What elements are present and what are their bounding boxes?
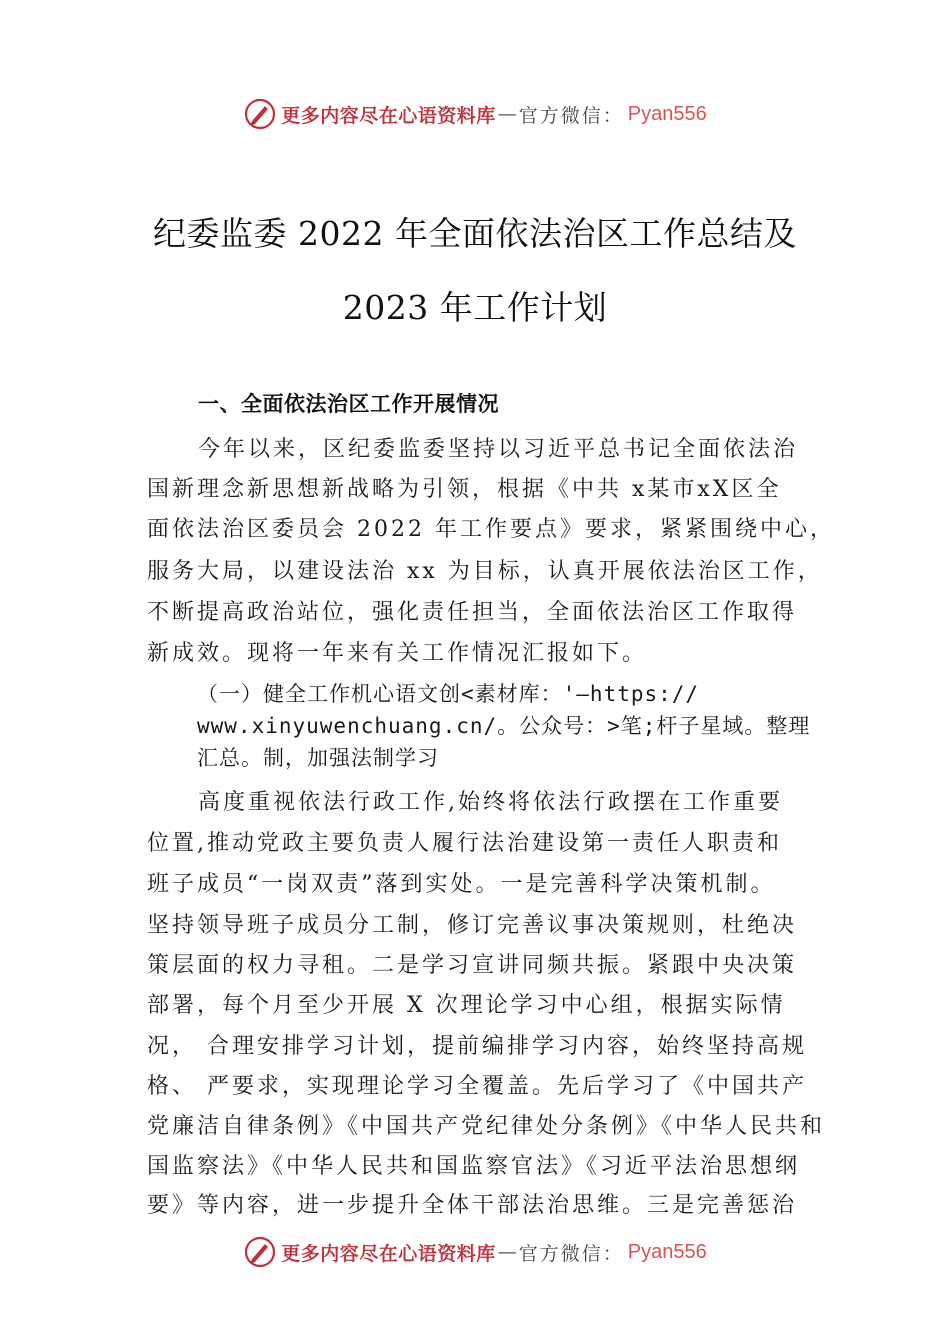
text-line: 格、 严要求，实现理论学习全覆盖。先后学习了《中国共产	[147, 1074, 807, 1099]
pen-logo-icon	[243, 1235, 277, 1269]
watermark-banner-top	[0, 94, 950, 134]
banner-site-text: 更多内容尽在心语资料库	[281, 104, 496, 127]
text-line: 况， 合理安排学习计划，提前编排学习内容，始终坚持高规	[147, 1034, 807, 1059]
text-line: 班子成员“一岗双责”落到实处。一是完善科学决策机制。	[147, 872, 776, 897]
text-line: 面依法治区委员会 2022 年工作要点》要求，紧紧围绕中心，	[147, 517, 835, 542]
document-title-line-1: 纪委监委 2022 年全面依法治区工作总结及	[153, 214, 797, 253]
banner-separator: —	[497, 1241, 517, 1263]
text-line: 位置,推动党政主要负责人履行法治建设第一责任人职责和	[147, 831, 782, 856]
text-line: 国监察法》《中华人民共和国监察官法》《习近平法治思想纲	[147, 1154, 801, 1179]
banner-wechat-label: 官方微信：	[518, 104, 624, 127]
text-line: 策层面的权力寻租。二是学习宣讲同频共振。紧跟中央决策	[147, 953, 798, 978]
subheading-line: （一）健全工作机心语文创<素材库：'—https://	[197, 682, 700, 706]
subheading-line: 汇总。制，加强法制学习	[197, 746, 439, 770]
banner-wechat-label: 官方微信：	[518, 1242, 624, 1265]
text-line: 新成效。现将一年来有关工作情况汇报如下。	[147, 641, 648, 666]
text-line: 高度重视依法行政工作,始终将依法行政摆在工作重要	[198, 790, 783, 815]
section-heading: 一、全面依法治区工作开展情况	[198, 392, 499, 416]
subheading-line: www.xinyuwenchuang.cn/。公众号：>笔;杆子星域。整理	[197, 714, 811, 738]
banner-wechat-id: Pyan556	[627, 1240, 707, 1263]
banner-wechat-id: Pyan556	[627, 102, 707, 125]
text-line: 服务大局，以建设法治 xx 为目标，认真开展依法治区工作，	[147, 559, 823, 584]
text-line: 国新理念新思想新战略为引领，根据《中共 x某市xX区全	[147, 477, 782, 502]
text-line: 今年以来，区纪委监委坚持以习近平总书记全面依法治	[198, 437, 799, 462]
banner-separator: —	[497, 103, 517, 125]
text-line: 坚持领导班子成员分工制，修订完善议事决策规则，杜绝决	[147, 913, 798, 938]
document-title-line-2: 2023 年工作计划	[342, 288, 608, 327]
watermark-banner-bottom	[0, 1232, 950, 1272]
text-line: 党廉洁自律条例》《中国共产党纪律处分条例》《中华人民共和	[147, 1114, 826, 1139]
pen-logo-icon	[243, 97, 277, 131]
text-line: 不断提高政治站位，强化责任担当，全面依法治区工作取得	[147, 600, 798, 625]
text-line: 部署，每个月至少开展 X 次理论学习中心组，根据实际情	[147, 993, 786, 1018]
banner-site-text: 更多内容尽在心语资料库	[281, 1242, 496, 1265]
text-line: 要》等内容，进一步提升全体干部法治思维。三是完善惩治	[147, 1193, 798, 1218]
